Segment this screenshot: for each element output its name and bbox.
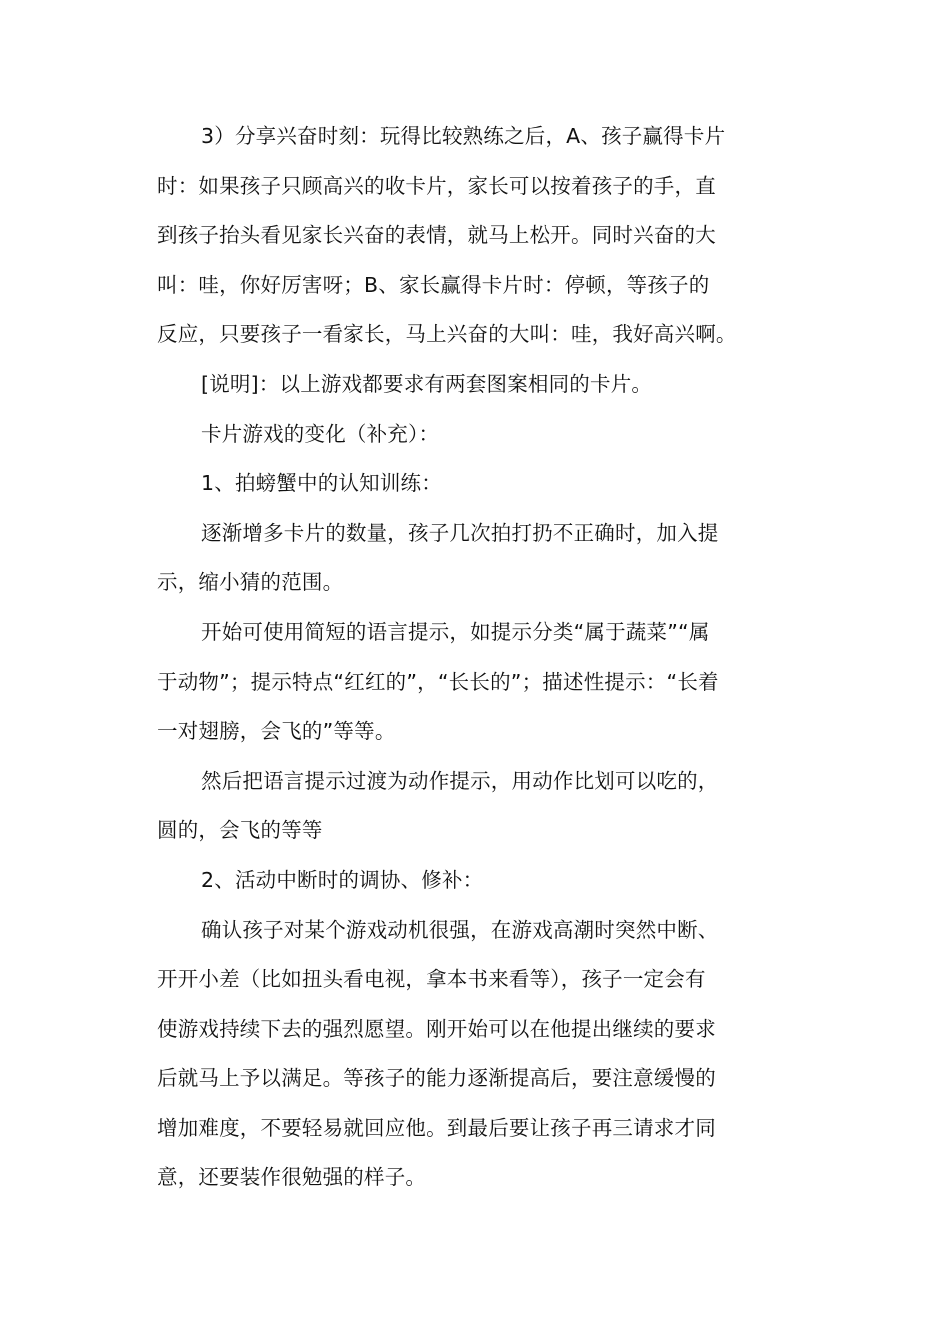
text-line: [说明]：以上游戏都要求有两套图案相同的卡片。	[201, 371, 653, 396]
subheading-cognitive-training	[157, 459, 757, 509]
paragraph-interruption-details	[157, 906, 757, 1204]
text-line: 时：如果孩子只顾高兴的收卡片，家长可以按着孩子的手，直	[157, 173, 716, 198]
text-line: 使游戏持续下去的强烈愿望。刚开始可以在他提出继续的要求	[157, 1016, 716, 1041]
text-line: 增加难度，不要轻易就回应他。到最后要让孩子再三请求才同	[157, 1115, 716, 1140]
text-line: 3）分享兴奋时刻：玩得比较熟练之后，A、孩子赢得卡片	[201, 124, 726, 148]
text-line: 到孩子抬头看见家长兴奋的表情，就马上松开。同时兴奋的大	[157, 223, 716, 248]
subheading-interruption-repair	[157, 856, 757, 906]
text-line: 于动物”；提示特点“红红的”，“长长的”；描述性提示：“长着	[157, 669, 719, 694]
text-line: 示，缩小猜的范围。	[157, 570, 344, 595]
document-body	[157, 112, 757, 1203]
text-line: 意，还要装作很勉强的样子。	[157, 1165, 427, 1190]
paragraph-action-prompts	[157, 757, 757, 856]
text-line: 一对翅膀，会飞的”等等。	[157, 719, 396, 744]
text-line: 叫：哇，你好厉害呀；B、家长赢得卡片时：停顿，等孩子的	[157, 272, 710, 297]
paragraph-note	[157, 360, 757, 410]
text-line: 然后把语言提示过渡为动作提示，用动作比划可以吃的，	[201, 768, 719, 793]
paragraph-language-prompts	[157, 608, 757, 757]
text-line: 开开小差（比如扭头看电视，拿本书来看等），孩子一定会有	[157, 967, 706, 992]
paragraph-share-excitement	[157, 112, 757, 360]
text-line: 2、活动中断时的调协、修补：	[201, 867, 484, 892]
text-line: 1、拍螃蟹中的认知训练：	[201, 471, 442, 496]
text-line: 卡片游戏的变化（补充）：	[201, 421, 440, 446]
paragraph-increase-cards	[157, 509, 757, 608]
text-line: 确认孩子对某个游戏动机很强，在游戏高潮时突然中断、	[201, 917, 719, 942]
text-line: 后就马上予以满足。等孩子的能力逐渐提高后，要注意缓慢的	[157, 1066, 716, 1091]
text-line: 反应，只要孩子一看家长，马上兴奋的大叫：哇，我好高兴啊。	[157, 322, 737, 347]
text-line: 开始可使用简短的语言提示，如提示分类“属于蔬菜”“属	[201, 619, 710, 644]
section-heading-card-game-variations	[157, 410, 757, 460]
text-line: 圆的，会飞的等等	[157, 818, 323, 843]
text-line: 逐渐增多卡片的数量，孩子几次拍打扔不正确时，加入提	[201, 520, 719, 545]
